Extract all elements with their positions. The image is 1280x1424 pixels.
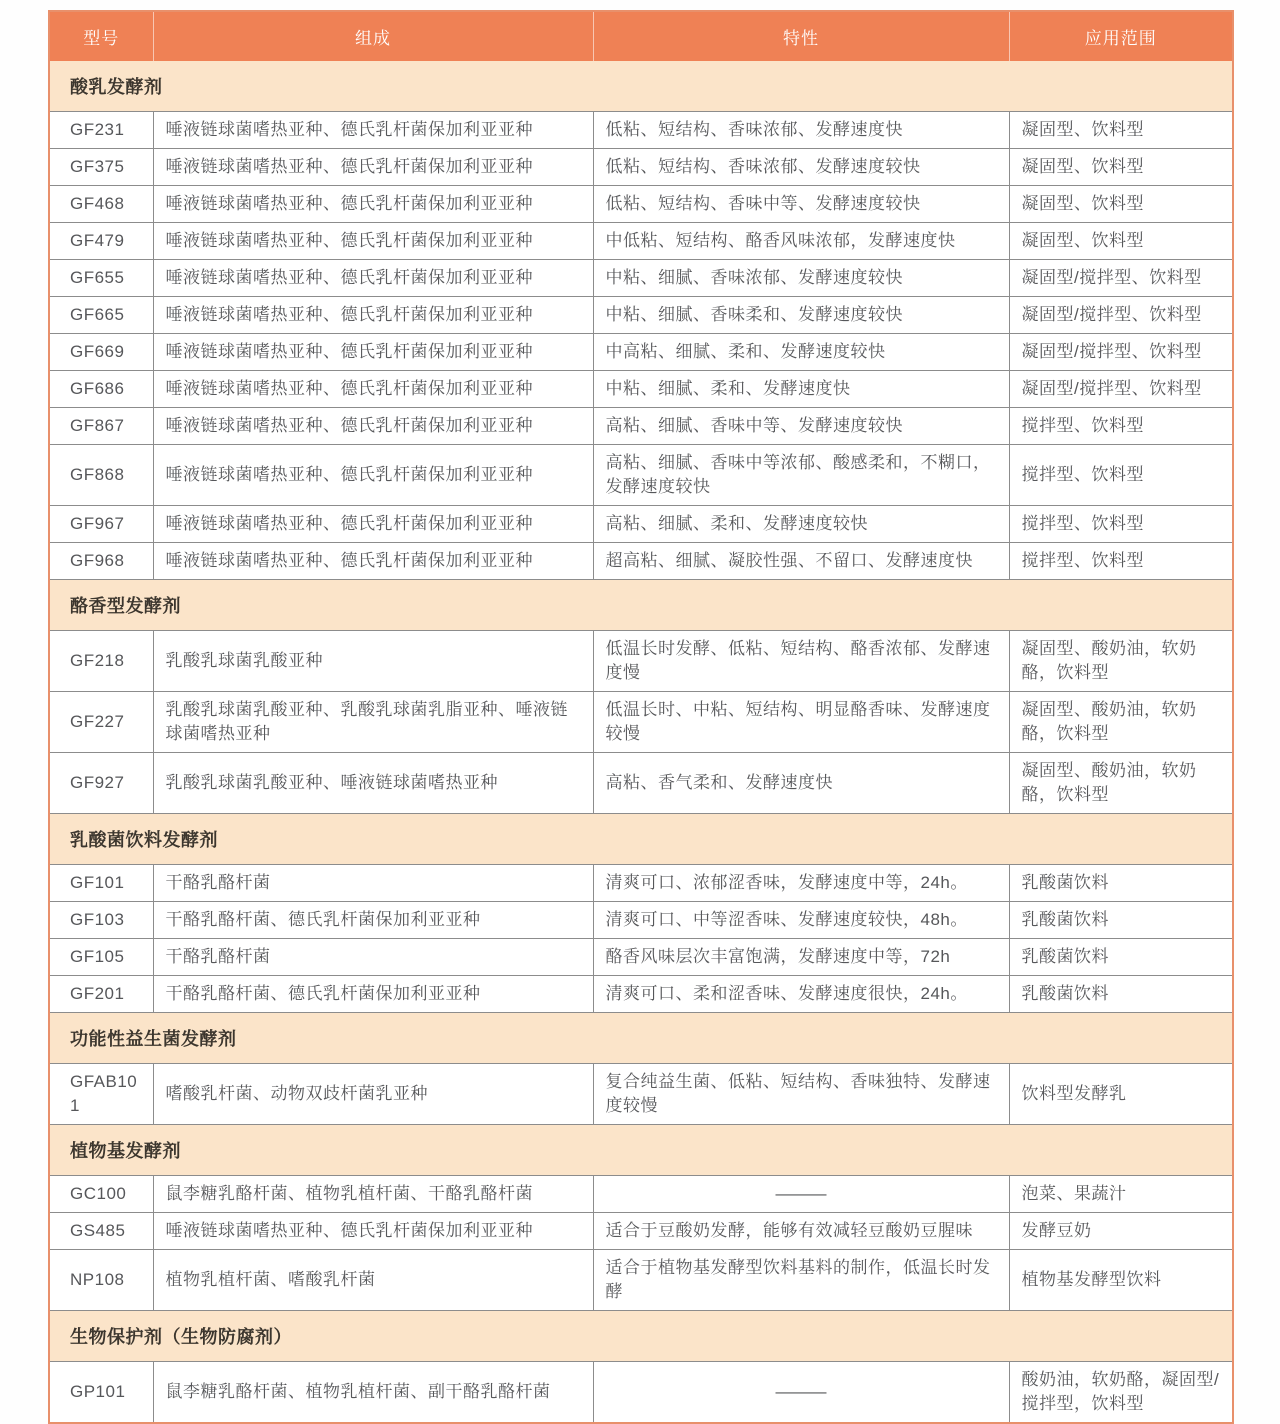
table-row (49, 902, 1233, 939)
cell-characteristics: 中粘、细腻、香味浓郁、发酵速度较快 (593, 260, 1009, 297)
section-header-row (49, 1125, 1233, 1176)
cell-characteristics: 低温长时发酵、低粘、短结构、酪香浓郁、发酵速度慢 (593, 631, 1009, 692)
cell-composition: 植物乳植杆菌、嗜酸乳杆菌 (153, 1250, 593, 1311)
table-row (49, 543, 1233, 580)
cell-characteristics: 中低粘、短结构、酪香风味浓郁，发酵速度快 (593, 223, 1009, 260)
table-row (49, 149, 1233, 186)
cell-model: GF868 (49, 445, 153, 506)
cell-model: GF468 (49, 186, 153, 223)
cell-applications: 乳酸菌饮料 (1009, 902, 1233, 939)
cell-composition: 唾液链球菌嗜热亚种、德氏乳杆菌保加利亚亚种 (153, 186, 593, 223)
table-row (49, 865, 1233, 902)
cell-characteristics: 中粘、细腻、香味柔和、发酵速度较快 (593, 297, 1009, 334)
cell-characteristics: ——— (593, 1176, 1009, 1213)
cell-model: GF669 (49, 334, 153, 371)
section-header-row (49, 1311, 1233, 1362)
cell-composition: 唾液链球菌嗜热亚种、德氏乳杆菌保加利亚亚种 (153, 297, 593, 334)
cell-model: GF927 (49, 753, 153, 814)
cell-applications: 凝固型、酸奶油，软奶酪，饮料型 (1009, 692, 1233, 753)
cell-characteristics: 中高粘、细腻、柔和、发酵速度较快 (593, 334, 1009, 371)
col-header-model: 型号 (49, 11, 153, 61)
cell-characteristics: ——— (593, 1362, 1009, 1424)
cell-characteristics: 高粘、香气柔和、发酵速度快 (593, 753, 1009, 814)
cell-model: GF968 (49, 543, 153, 580)
table-row (49, 1176, 1233, 1213)
section-title: 功能性益生菌发酵剂 (49, 1013, 1233, 1064)
cell-model: NP108 (49, 1250, 153, 1311)
cell-characteristics: 中粘、细腻、柔和、发酵速度快 (593, 371, 1009, 408)
cell-applications: 凝固型、酸奶油，软奶酪，饮料型 (1009, 631, 1233, 692)
section-header-row (49, 814, 1233, 865)
cell-composition: 唾液链球菌嗜热亚种、德氏乳杆菌保加利亚亚种 (153, 260, 593, 297)
cell-composition: 唾液链球菌嗜热亚种、德氏乳杆菌保加利亚亚种 (153, 112, 593, 149)
cell-model: GF686 (49, 371, 153, 408)
cell-model: GF655 (49, 260, 153, 297)
cell-characteristics: 高粘、细腻、柔和、发酵速度较快 (593, 506, 1009, 543)
cell-model: GP101 (49, 1362, 153, 1424)
cell-applications: 饮料型发酵乳 (1009, 1064, 1233, 1125)
table-row (49, 260, 1233, 297)
table-row (49, 112, 1233, 149)
section-title: 生物保护剂（生物防腐剂） (49, 1311, 1233, 1362)
table-row (49, 1362, 1233, 1424)
table-row (49, 1064, 1233, 1125)
cell-applications: 凝固型/搅拌型、饮料型 (1009, 260, 1233, 297)
cell-model: GF105 (49, 939, 153, 976)
cell-applications: 乳酸菌饮料 (1009, 939, 1233, 976)
cell-applications: 凝固型、饮料型 (1009, 112, 1233, 149)
table-row (49, 334, 1233, 371)
cell-characteristics: 高粘、细腻、香味中等浓郁、酸感柔和，不糊口，发酵速度较快 (593, 445, 1009, 506)
table-row (49, 1250, 1233, 1311)
cell-model: GF218 (49, 631, 153, 692)
table-row (49, 692, 1233, 753)
table-row (49, 976, 1233, 1013)
section-title: 乳酸菌饮料发酵剂 (49, 814, 1233, 865)
cell-model: GF227 (49, 692, 153, 753)
table-row (49, 223, 1233, 260)
cell-composition: 干酪乳酪杆菌 (153, 939, 593, 976)
cell-composition: 唾液链球菌嗜热亚种、德氏乳杆菌保加利亚亚种 (153, 149, 593, 186)
header-row (49, 11, 1233, 61)
cell-composition: 唾液链球菌嗜热亚种、德氏乳杆菌保加利亚亚种 (153, 543, 593, 580)
cell-applications: 凝固型、饮料型 (1009, 186, 1233, 223)
table-row (49, 631, 1233, 692)
table-row (49, 445, 1233, 506)
cell-model: GF101 (49, 865, 153, 902)
cell-characteristics: 低粘、短结构、香味中等、发酵速度较快 (593, 186, 1009, 223)
cell-composition: 唾液链球菌嗜热亚种、德氏乳杆菌保加利亚亚种 (153, 371, 593, 408)
cell-composition: 干酪乳酪杆菌 (153, 865, 593, 902)
cell-applications: 搅拌型、饮料型 (1009, 543, 1233, 580)
table-row (49, 1213, 1233, 1250)
table-row (49, 408, 1233, 445)
cell-applications: 乳酸菌饮料 (1009, 865, 1233, 902)
section-header-row (49, 580, 1233, 631)
cell-model: GF867 (49, 408, 153, 445)
cell-applications: 搅拌型、饮料型 (1009, 506, 1233, 543)
table-row (49, 939, 1233, 976)
table-row (49, 297, 1233, 334)
cell-model: GF479 (49, 223, 153, 260)
section-title: 酸乳发酵剂 (49, 61, 1233, 112)
section-header-row (49, 1013, 1233, 1064)
cell-model: GFAB101 (49, 1064, 153, 1125)
cell-characteristics: 超高粘、细腻、凝胶性强、不留口、发酵速度快 (593, 543, 1009, 580)
section-title: 植物基发酵剂 (49, 1125, 1233, 1176)
cell-composition: 乳酸乳球菌乳酸亚种、乳酸乳球菌乳脂亚种、唾液链球菌嗜热亚种 (153, 692, 593, 753)
col-header-composition: 组成 (153, 11, 593, 61)
col-header-applications: 应用范围 (1009, 11, 1233, 61)
cell-applications: 凝固型/搅拌型、饮料型 (1009, 297, 1233, 334)
cell-applications: 凝固型/搅拌型、饮料型 (1009, 334, 1233, 371)
cell-model: GF665 (49, 297, 153, 334)
cell-characteristics: 酪香风味层次丰富饱满，发酵速度中等，72h (593, 939, 1009, 976)
cell-composition: 唾液链球菌嗜热亚种、德氏乳杆菌保加利亚亚种 (153, 506, 593, 543)
cell-characteristics: 复合纯益生菌、低粘、短结构、香味独特、发酵速度较慢 (593, 1064, 1009, 1125)
ferment-culture-table (48, 10, 1234, 1424)
cell-characteristics: 适合于植物基发酵型饮料基料的制作，低温长时发酵 (593, 1250, 1009, 1311)
table-row (49, 186, 1233, 223)
cell-applications: 凝固型、酸奶油，软奶酪，饮料型 (1009, 753, 1233, 814)
cell-composition: 唾液链球菌嗜热亚种、德氏乳杆菌保加利亚亚种 (153, 408, 593, 445)
col-header-characteristics: 特性 (593, 11, 1009, 61)
cell-composition: 嗜酸乳杆菌、动物双歧杆菌乳亚种 (153, 1064, 593, 1125)
cell-composition: 鼠李糖乳酪杆菌、植物乳植杆菌、副干酪乳酪杆菌 (153, 1362, 593, 1424)
cell-characteristics: 清爽可口、柔和涩香味、发酵速度很快，24h。 (593, 976, 1009, 1013)
cell-model: GF103 (49, 902, 153, 939)
cell-characteristics: 低粘、短结构、香味浓郁、发酵速度快 (593, 112, 1009, 149)
section-title: 酪香型发酵剂 (49, 580, 1233, 631)
cell-applications: 凝固型、饮料型 (1009, 149, 1233, 186)
cell-model: GF375 (49, 149, 153, 186)
cell-model: GS485 (49, 1213, 153, 1250)
cell-characteristics: 低温长时、中粘、短结构、明显酪香味、发酵速度较慢 (593, 692, 1009, 753)
cell-model: GF231 (49, 112, 153, 149)
cell-characteristics: 低粘、短结构、香味浓郁、发酵速度较快 (593, 149, 1009, 186)
table-row (49, 371, 1233, 408)
cell-composition: 干酪乳酪杆菌、德氏乳杆菌保加利亚亚种 (153, 902, 593, 939)
cell-model: GF201 (49, 976, 153, 1013)
table-row (49, 506, 1233, 543)
cell-characteristics: 清爽可口、中等涩香味、发酵速度较快，48h。 (593, 902, 1009, 939)
cell-applications: 凝固型、饮料型 (1009, 223, 1233, 260)
cell-characteristics: 适合于豆酸奶发酵，能够有效减轻豆酸奶豆腥味 (593, 1213, 1009, 1250)
cell-model: GF967 (49, 506, 153, 543)
cell-applications: 乳酸菌饮料 (1009, 976, 1233, 1013)
cell-composition: 鼠李糖乳酪杆菌、植物乳植杆菌、干酪乳酪杆菌 (153, 1176, 593, 1213)
cell-applications: 植物基发酵型饮料 (1009, 1250, 1233, 1311)
table-body (49, 61, 1233, 1423)
cell-applications: 酸奶油，软奶酪，凝固型/搅拌型，饮料型 (1009, 1362, 1233, 1424)
cell-characteristics: 清爽可口、浓郁涩香味，发酵速度中等，24h。 (593, 865, 1009, 902)
section-header-row (49, 61, 1233, 112)
cell-applications: 搅拌型、饮料型 (1009, 445, 1233, 506)
cell-composition: 唾液链球菌嗜热亚种、德氏乳杆菌保加利亚亚种 (153, 445, 593, 506)
cell-composition: 干酪乳酪杆菌、德氏乳杆菌保加利亚亚种 (153, 976, 593, 1013)
cell-characteristics: 高粘、细腻、香味中等、发酵速度较快 (593, 408, 1009, 445)
cell-applications: 发酵豆奶 (1009, 1213, 1233, 1250)
cell-composition: 唾液链球菌嗜热亚种、德氏乳杆菌保加利亚亚种 (153, 1213, 593, 1250)
cell-applications: 凝固型/搅拌型、饮料型 (1009, 371, 1233, 408)
cell-applications: 搅拌型、饮料型 (1009, 408, 1233, 445)
cell-composition: 唾液链球菌嗜热亚种、德氏乳杆菌保加利亚亚种 (153, 223, 593, 260)
table-row (49, 753, 1233, 814)
cell-composition: 乳酸乳球菌乳酸亚种、唾液链球菌嗜热亚种 (153, 753, 593, 814)
cell-composition: 唾液链球菌嗜热亚种、德氏乳杆菌保加利亚亚种 (153, 334, 593, 371)
cell-model: GC100 (49, 1176, 153, 1213)
cell-applications: 泡菜、果蔬汁 (1009, 1176, 1233, 1213)
cell-composition: 乳酸乳球菌乳酸亚种 (153, 631, 593, 692)
